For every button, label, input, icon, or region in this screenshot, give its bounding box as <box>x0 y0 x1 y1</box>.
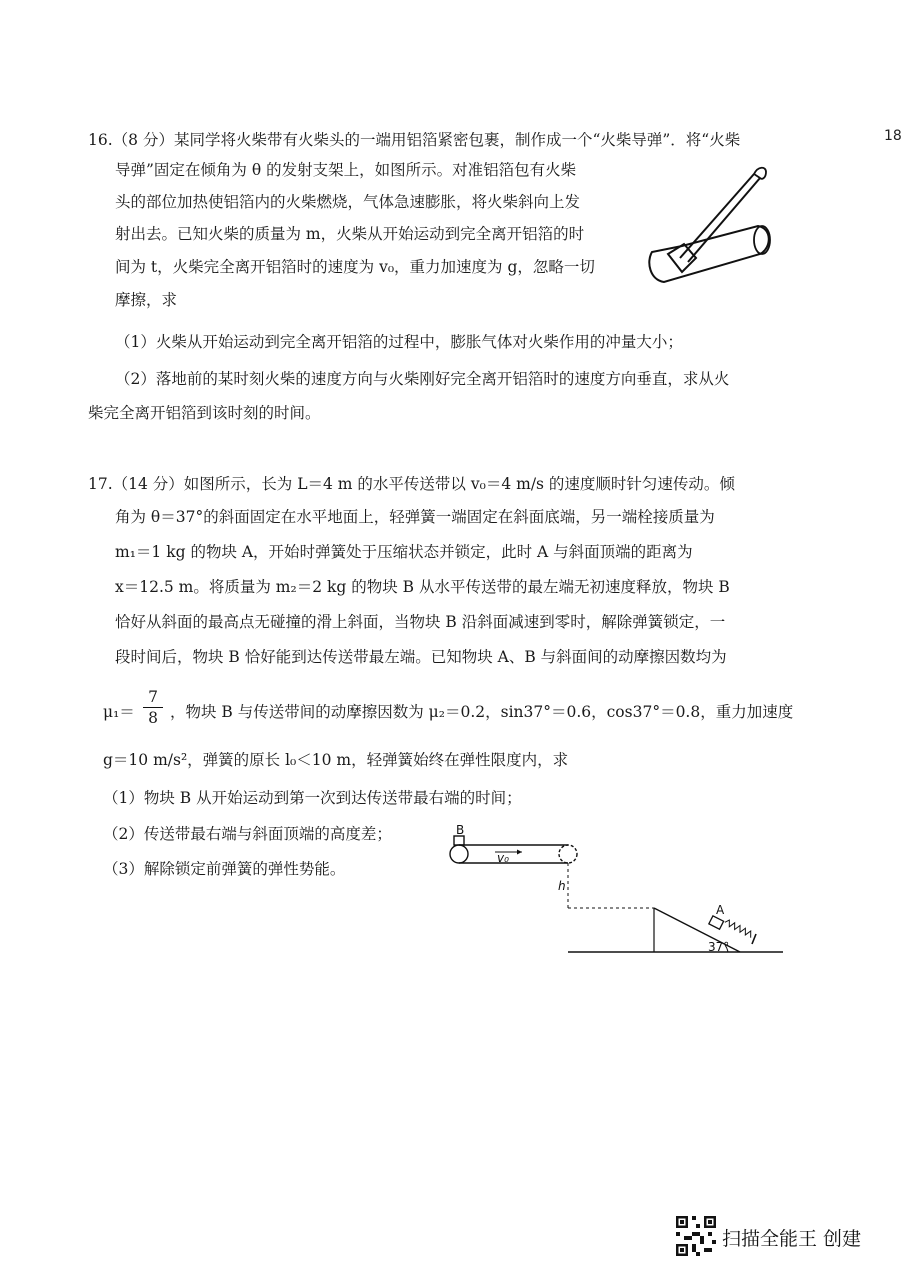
label-block-b: B <box>456 823 465 837</box>
q16-line-5: 间为 t，火柴完全离开铝箔时的速度为 v₀，重力加速度为 g，忽略一切 <box>115 258 595 276</box>
q17-line-1: 17.（14 分）如图所示，长为 L＝4 m 的水平传送带以 v₀＝4 m/s 的速度顺时针匀速传动。倾 <box>88 475 735 493</box>
spring-stop <box>752 934 756 944</box>
belt-velocity-arrowhead <box>517 850 522 855</box>
edge-page-number: 18 <box>884 128 902 144</box>
q17-line-5: 恰好从斜面的最高点无碰撞的滑上斜面，当物块 B 沿斜面减速到零时，解除弹簧锁定，一 <box>115 613 726 631</box>
scanner-watermark: 扫描全能王 创建 <box>722 1228 862 1250</box>
q17-line-2: 角为 θ＝37°的斜面固定在水平地面上，轻弹簧一端固定在斜面底端，另一端栓接质量为 <box>115 508 715 526</box>
q17-mu1-fraction <box>143 688 163 727</box>
belt-left-wheel <box>450 845 468 863</box>
q17-part-1: （1）物块 B 从开始运动到第一次到达传送带最右端的时间； <box>103 789 522 807</box>
match-stick-a <box>680 174 754 258</box>
match-rocket-figure <box>642 162 777 297</box>
block-a <box>709 916 724 929</box>
q16-line-2: 导弹”固定在倾角为 θ 的发射支架上，如图所示。对准铝箔包有火柴 <box>115 161 577 179</box>
q16-part-1: （1）火柴从开始运动到完全离开铝箔的过程中，膨胀气体对火柴作用的冲量大小； <box>115 333 683 351</box>
spring <box>724 919 753 938</box>
label-block-a: A <box>716 903 725 917</box>
q17-line-8: g＝10 m/s²，弹簧的原长 l₀＜10 m，轻弹簧始终在弹性限度内，求 <box>103 751 569 769</box>
block-b <box>454 836 464 845</box>
q16-line-1: 16.（8 分）某同学将火柴带有火柴头的一端用铝箔紧密包裹，制作成一个“火柴导弹”．将“火柴 <box>88 131 741 149</box>
match-head <box>754 168 766 179</box>
match-stick-b <box>688 178 760 262</box>
conveyor-incline-figure <box>440 820 790 960</box>
q16-line-3: 头的部位加热使铝箔内的火柴燃烧，气体急速膨胀，将火柴斜向上发 <box>115 193 581 211</box>
q17-mu1-label: μ₁＝ <box>103 703 135 721</box>
fraction-numerator: 7 <box>148 688 158 706</box>
label-v0: v₀ <box>497 851 509 865</box>
qr-code-icon <box>676 1216 716 1256</box>
q17-line-7: ，物块 B 与传送带间的动摩擦因数为 μ₂＝0.2，sin37°＝0.6，cos37°＝0.8，重力加速度 <box>170 703 794 721</box>
q17-line-6: 段时间后，物块 B 恰好能到达传送带最左端。已知物块 A、B 与斜面间的动摩擦因数均为 <box>115 648 727 666</box>
label-angle: 37° <box>708 940 730 954</box>
q16-line-6: 摩擦，求 <box>115 291 178 309</box>
q17-line-4: x＝12.5 m。将质量为 m₂＝2 kg 的物块 B 从水平传送带的最左端无初速度释放，物块 B <box>115 578 730 596</box>
q16-part-2: （2）落地前的某时刻火柴的速度方向与火柴刚好完全离开铝箔时的速度方向垂直，求从火 <box>115 370 730 388</box>
q17-part-3: （3）解除锁定前弹簧的弹性势能。 <box>103 860 346 878</box>
stand-end <box>754 226 770 254</box>
q17-part-2: （2）传送带最右端与斜面顶端的高度差； <box>103 825 392 843</box>
q16-line-4: 射出去。已知火柴的质量为 m，火柴从开始运动到完全离开铝箔的时 <box>115 225 585 243</box>
fraction-bar <box>143 707 163 708</box>
q17-line-3: m₁＝1 kg 的物块 A，开始时弹簧处于压缩状态并锁定，此时 A 与斜面顶端的距离为 <box>115 543 693 561</box>
fraction-denominator: 8 <box>148 709 158 727</box>
label-h: h <box>558 879 566 893</box>
belt-right-wheel <box>559 845 577 863</box>
q16-part-2-cont: 柴完全离开铝箔到该时刻的时间。 <box>88 404 321 422</box>
